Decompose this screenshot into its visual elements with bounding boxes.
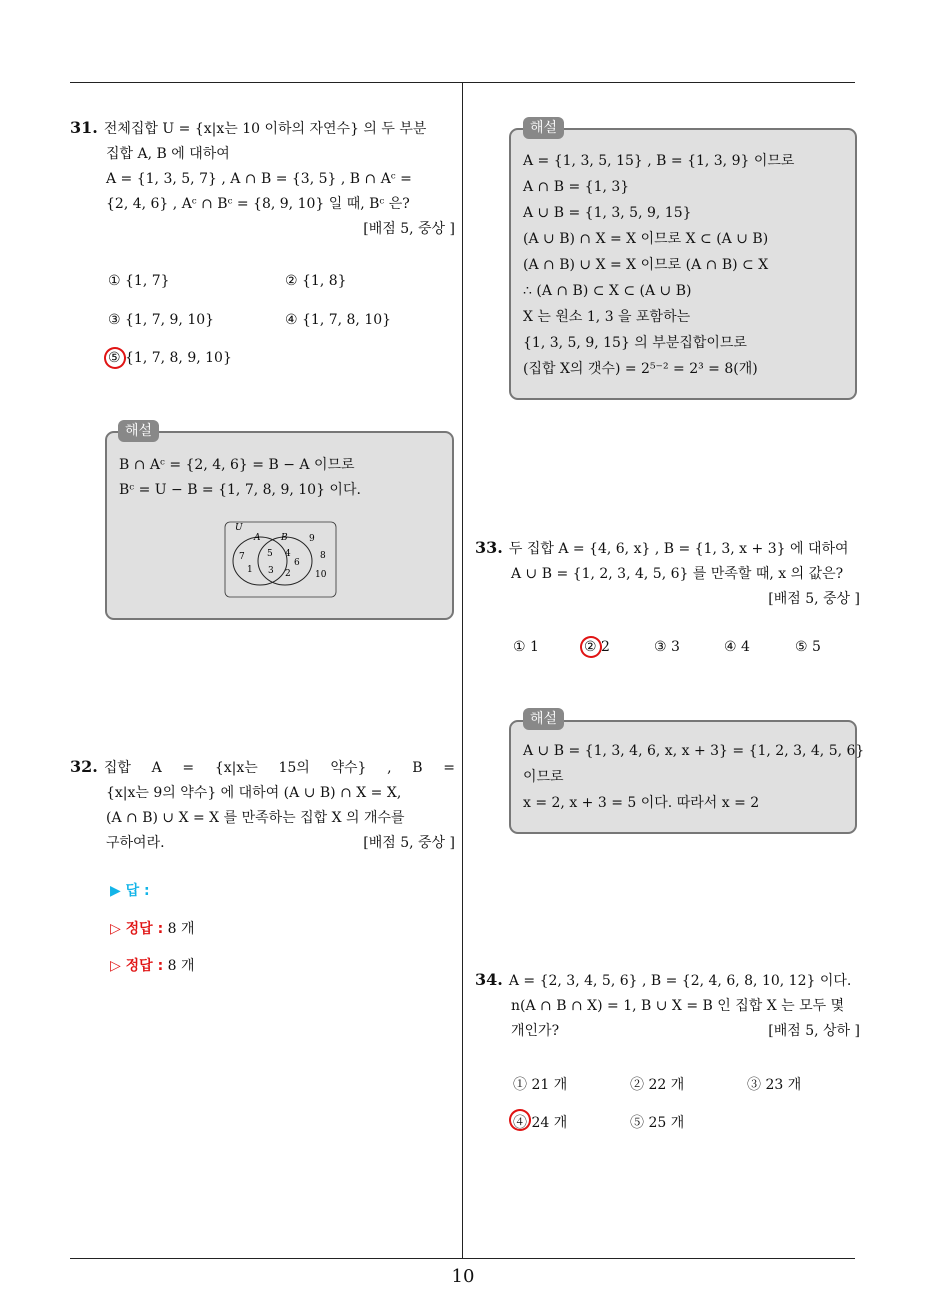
choice-4[interactable]: ④ 24 개 <box>513 1115 568 1131</box>
choice-1[interactable]: ① 1 <box>513 639 539 655</box>
question-text: {x|x는 9의 약수} 에 대하여 (A ∪ B) ∩ X = X, <box>106 785 402 801</box>
venn-number: 8 <box>320 551 326 561</box>
correct-value: 8 개 <box>167 958 195 974</box>
answer-input-row[interactable] <box>110 880 150 900</box>
venn-label-b: B <box>281 533 288 543</box>
answer-label: ▶ 답 : <box>110 883 150 899</box>
question-number: 31. <box>70 118 98 137</box>
choice-2[interactable]: ② 22 개 <box>630 1077 685 1093</box>
solution-line: A ∪ B = {1, 3, 4, 6, x, x + 3} = {1, 2, 3, 4, 5, 6} <box>523 743 865 759</box>
answer-mark-circle <box>577 633 605 661</box>
venn-number: 5 <box>267 549 273 559</box>
question-number: 33. <box>475 538 503 557</box>
venn-number: 2 <box>285 569 291 579</box>
venn-number: 1 <box>247 565 253 575</box>
choice-4[interactable]: ④ {1, 7, 8, 10} <box>285 312 392 328</box>
correct-answer-row <box>110 918 195 938</box>
choice-1[interactable]: ① 21 개 <box>513 1077 568 1093</box>
solution-line: A = {1, 3, 5, 15} , B = {1, 3, 9} 이므로 <box>523 153 795 169</box>
correct-label: ▷ 정답 : <box>110 958 164 974</box>
column-divider <box>462 82 463 1259</box>
choice-5[interactable]: ⑤ {1, 7, 8, 9, 10} <box>108 350 232 366</box>
choice-2[interactable]: ② {1, 8} <box>285 273 347 289</box>
question-text: 집합 A = {x|x는 15의 약수} , B = <box>103 760 455 776</box>
solution-line: X 는 원소 1, 3 을 포함하는 <box>523 309 691 325</box>
solution-tag: 해설 <box>523 708 564 730</box>
venn-label-u: U <box>235 523 243 533</box>
points-label: [배점 5, 중상 ] <box>768 591 860 607</box>
question-text: 구하여라. <box>106 835 165 851</box>
question-text: 개인가? <box>511 1023 560 1039</box>
question-34 <box>475 967 860 1044</box>
question-text: n(A ∩ B ∩ X) = 1, B ∪ X = B 인 집합 X 는 모두 몇 <box>511 998 845 1014</box>
solution-tag: 해설 <box>523 117 564 139</box>
question-text: A ∪ B = {1, 2, 3, 4, 5, 6} 를 만족할 때, x 의 값은? <box>511 566 844 582</box>
choice-5[interactable]: ⑤ 25 개 <box>630 1115 685 1131</box>
venn-label-a: A <box>254 533 261 543</box>
solution-line: (A ∩ B) ∪ X = X 이므로 (A ∩ B) ⊂ X <box>523 257 769 273</box>
solution-line: 이므로 <box>523 769 564 785</box>
solution-line: A ∩ B = {1, 3} <box>523 179 630 195</box>
solution-tag: 해설 <box>118 420 159 442</box>
solution-line: A ∪ B = {1, 3, 5, 9, 15} <box>523 205 692 221</box>
venn-number: 6 <box>294 558 300 568</box>
solution-line: {1, 3, 5, 9, 15} 의 부분집합이므로 <box>523 335 747 351</box>
answer-mark-circle <box>101 344 129 372</box>
solution-line: B ∩ Aᶜ = {2, 4, 6} = B − A 이므로 <box>119 457 355 473</box>
question-text: 집합 A, B 에 대하여 <box>106 146 230 162</box>
points-label: [배점 5, 중상 ] <box>363 221 455 237</box>
solution-line: x = 2, x + 3 = 5 이다. 따라서 x = 2 <box>523 795 760 811</box>
question-text: 두 집합 A = {4, 6, x} , B = {1, 3, x + 3} 에 대하여 <box>508 541 849 557</box>
solution-box-31 <box>105 431 454 620</box>
venn-number: 9 <box>309 534 315 544</box>
question-text: (A ∩ B) ∪ X = X 를 만족하는 집합 X 의 개수를 <box>106 810 405 826</box>
solution-box-33 <box>509 720 865 834</box>
choice-3[interactable]: ③ {1, 7, 9, 10} <box>108 312 215 328</box>
choice-3[interactable]: ③ 23 개 <box>747 1077 802 1093</box>
points-label: [배점 5, 중상 ] <box>363 835 455 851</box>
bottom-rule <box>70 1258 855 1259</box>
venn-number: 7 <box>239 552 245 562</box>
venn-number: 4 <box>285 549 291 559</box>
correct-answer-row <box>110 955 195 975</box>
choice-2[interactable]: ② 2 <box>584 639 610 655</box>
question-text: 전체집합 U = {x|x는 10 이하의 자연수} 의 두 부분 <box>103 121 427 137</box>
solution-line: ∴ (A ∩ B) ⊂ X ⊂ (A ∪ B) <box>523 283 692 299</box>
choice-1[interactable]: ① {1, 7} <box>108 273 170 289</box>
venn-diagram <box>223 520 339 600</box>
venn-number: 10 <box>315 570 327 580</box>
solution-box-32 <box>509 128 857 400</box>
solution-line: (A ∪ B) ∩ X = X 이므로 X ⊂ (A ∪ B) <box>523 231 769 247</box>
question-32 <box>70 754 455 856</box>
solution-line: (집합 X의 갯수) = 2⁵⁻² = 2³ = 8(개) <box>523 361 758 377</box>
question-text: A = {2, 3, 4, 5, 6} , B = {2, 4, 6, 8, 10, 12} 이다. <box>508 973 852 989</box>
question-31 <box>70 115 455 242</box>
question-33 <box>475 535 860 612</box>
choice-3[interactable]: ③ 3 <box>654 639 680 655</box>
solution-line: Bᶜ = U − B = {1, 7, 8, 9, 10} 이다. <box>119 482 361 498</box>
choice-5[interactable]: ⑤ 5 <box>795 639 821 655</box>
venn-number: 3 <box>268 566 274 576</box>
question-number: 34. <box>475 970 503 989</box>
question-text: {2, 4, 6} , Aᶜ ∩ Bᶜ = {8, 9, 10} 일 때, Bᶜ 은? <box>106 196 410 212</box>
question-text: A = {1, 3, 5, 7} , A ∩ B = {3, 5} , B ∩ Aᶜ = <box>106 171 412 187</box>
choice-4[interactable]: ④ 4 <box>724 639 750 655</box>
correct-value: 8 개 <box>167 921 195 937</box>
question-number: 32. <box>70 757 98 776</box>
points-label: [배점 5, 상하 ] <box>768 1023 860 1039</box>
page-number: 10 <box>451 1266 475 1287</box>
correct-label: ▷ 정답 : <box>110 921 164 937</box>
